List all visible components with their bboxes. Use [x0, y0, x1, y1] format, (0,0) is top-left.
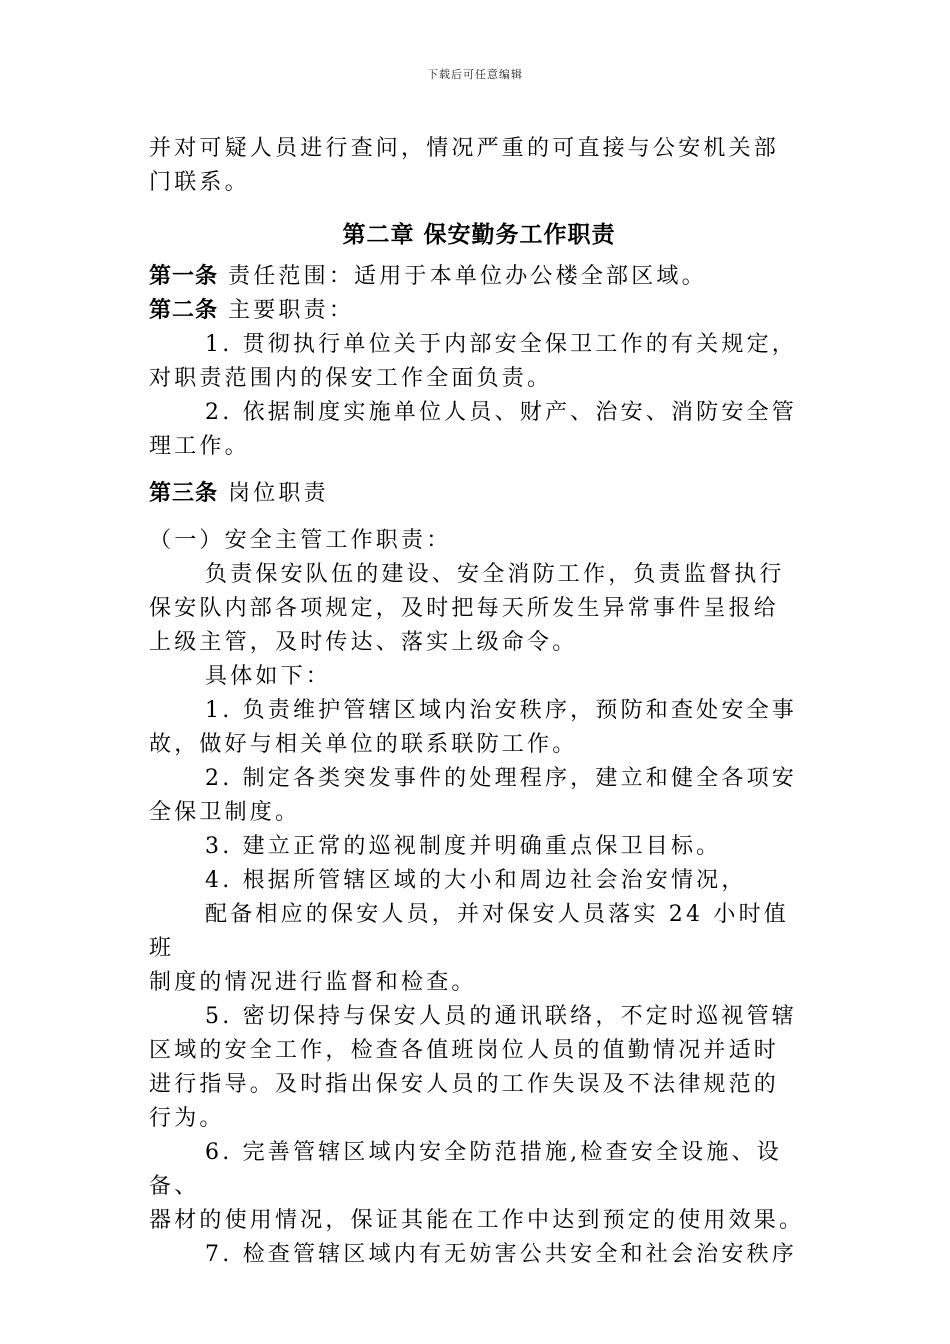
duty-item: 5. 密切保持与保安人员的通讯联络，不定时巡视管辖: [205, 1004, 797, 1029]
duty-item: 3. 建立正常的巡视制度并明确重点保卫目标。: [205, 834, 722, 859]
duty-item: 4. 根据所管辖区域的大小和周边社会治安情况，: [205, 868, 747, 893]
section-1-intro: 上级主管，及时传达、落实上级命令。: [149, 630, 578, 655]
section-1-title: （一）安全主管工作职责：: [149, 528, 452, 553]
article-3: [149, 477, 809, 511]
article-2-label: 第二条: [149, 298, 219, 323]
intro-line: 门联系。: [149, 170, 250, 195]
article-1-text: 责任范围：适用于本单位办公楼全部区域。: [228, 264, 707, 289]
article-2-item-cont: 理工作。: [149, 434, 250, 459]
duty-item: 6. 完善管辖区域内安全防范措施,检查安全设施、设备、: [149, 1140, 782, 1199]
duty-item-cont: 行为。: [149, 1106, 225, 1131]
section-1-details-label: 具体如下：: [205, 664, 332, 689]
article-2-item: 1. 贯彻执行单位关于内部安全保卫工作的有关规定，: [205, 332, 797, 357]
article-1: [149, 260, 809, 294]
article-2-item: 2. 依据制度实施单位人员、财产、治安、消防安全管: [205, 400, 797, 425]
duty-item-cont: 进行指导。及时指出保安人员的工作失误及不法律规范的: [149, 1072, 780, 1097]
duty-item: 2. 制定各类突发事件的处理程序，建立和健全各项安: [205, 766, 797, 791]
intro-line: 并对可疑人员进行查问，情况严重的可直接与公安机关部: [149, 136, 780, 161]
duty-item-cont: 全保卫制度。: [149, 800, 301, 825]
duty-item: 配备相应的保安人员，并对保安人员落实 24 小时值班: [149, 902, 789, 961]
duty-item-cont: 器材的使用情况，保证其能在工作中达到预定的使用效果。: [149, 1208, 805, 1233]
duty-item: 7. 检查管辖区域内有无妨害公共安全和社会治安秩序: [205, 1242, 797, 1267]
section-1-intro: 保安队内部各项规定，及时把每天所发生异常事件呈报给: [149, 596, 780, 621]
article-2: [149, 294, 809, 328]
page-header: 下载后可任意编辑: [427, 68, 523, 81]
duty-item-cont: 故，做好与相关单位的联系联防工作。: [149, 732, 578, 757]
article-2-item-cont: 对职责范围内的保安工作全面负责。: [149, 366, 553, 391]
section-1-intro: 负责保安队伍的建设、安全消防工作，负责监督执行: [205, 562, 785, 587]
duty-item-cont: 区域的安全工作，检查各值班岗位人员的值勤情况并适时: [149, 1038, 780, 1063]
article-1-label: 第一条: [149, 264, 219, 289]
duty-item-cont: 制度的情况进行监督和检查。: [149, 970, 477, 995]
article-3-label: 第三条: [149, 481, 219, 506]
document-body: [149, 132, 809, 1272]
duty-item: 1. 负责维护管辖区域内治安秩序，预防和查处安全事: [205, 698, 797, 723]
article-2-text: 主要职责：: [228, 298, 355, 323]
article-3-text: 岗位职责: [228, 481, 329, 506]
chapter-title: 第二章 保安勤务工作职责: [342, 222, 616, 248]
